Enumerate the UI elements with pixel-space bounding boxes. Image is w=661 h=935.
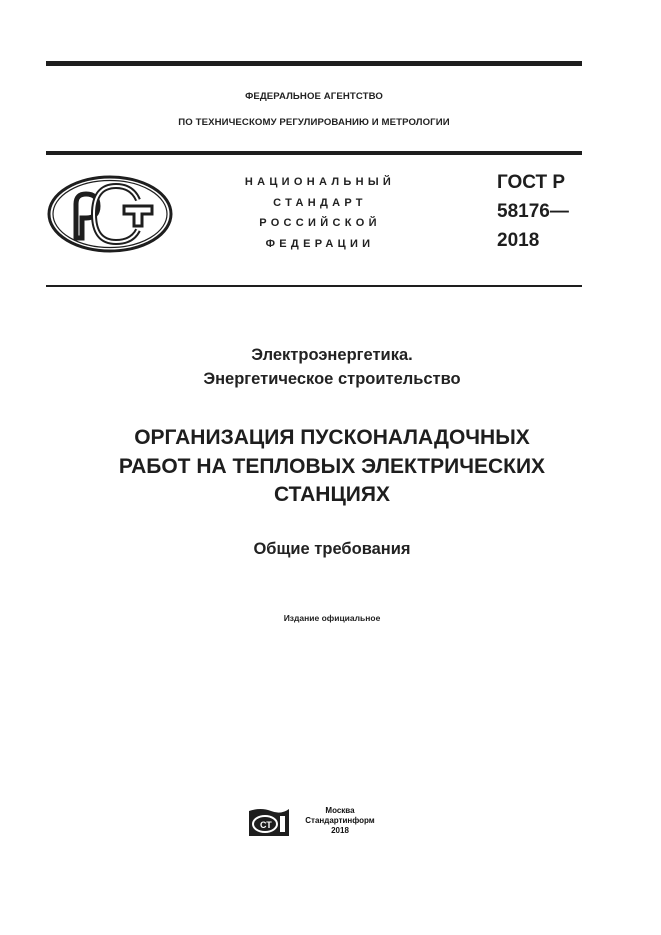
title-line-3: СТАНЦИЯХ: [273, 483, 390, 506]
header-rule: [46, 151, 582, 155]
document-title: [46, 424, 618, 510]
publisher-city: Москва: [325, 806, 355, 815]
header-bottom-rule: [46, 285, 582, 287]
subtitle-line-2: Энергетическое строительство: [203, 370, 461, 388]
title-line-1: ОРГАНИЗАЦИЯ ПУСКОНАЛАДОЧНЫХ: [134, 426, 530, 449]
publisher-year: 2018: [331, 826, 349, 835]
gost-line-1: ГОСТ Р: [497, 172, 566, 193]
agency-line-1: ФЕДЕРАЛЬНОЕ АГЕНТСТВО: [245, 91, 383, 102]
gost-line-3: 2018: [497, 230, 540, 251]
title-line-2: РАБОТ НА ТЕПЛОВЫХ ЭЛЕКТРИЧЕСКИХ: [118, 454, 546, 478]
national-standard-line: РОССИЙСКОЙ: [259, 217, 381, 229]
document-subtitle: [46, 343, 618, 391]
subtitle-line-1: Электроэнергетика.: [251, 346, 413, 364]
official-edition-label: Издание официальное: [283, 613, 381, 623]
gost-line-2: 58176—: [497, 201, 569, 222]
publisher-info: [290, 806, 390, 836]
standartinform-logo-icon: [247, 805, 291, 838]
svg-text:СТ: СТ: [260, 820, 272, 830]
general-requirements-heading: Общие требования: [253, 540, 411, 558]
national-standard-line: НАЦИОНАЛЬНЫЙ: [244, 176, 396, 188]
top-rule: [46, 61, 582, 66]
agency-line-2: ПО ТЕХНИЧЕСКОМУ РЕГУЛИРОВАНИЮ И МЕТРОЛОГИИ: [178, 117, 450, 128]
national-standard-line: СТАНДАРТ: [273, 196, 367, 209]
publisher-name: Стандартинформ: [305, 816, 375, 825]
rst-certification-mark-icon: [46, 174, 174, 254]
national-standard-label: [230, 172, 410, 254]
national-standard-line: ФЕДЕРАЦИИ: [265, 237, 375, 250]
gost-designation: [497, 168, 569, 255]
